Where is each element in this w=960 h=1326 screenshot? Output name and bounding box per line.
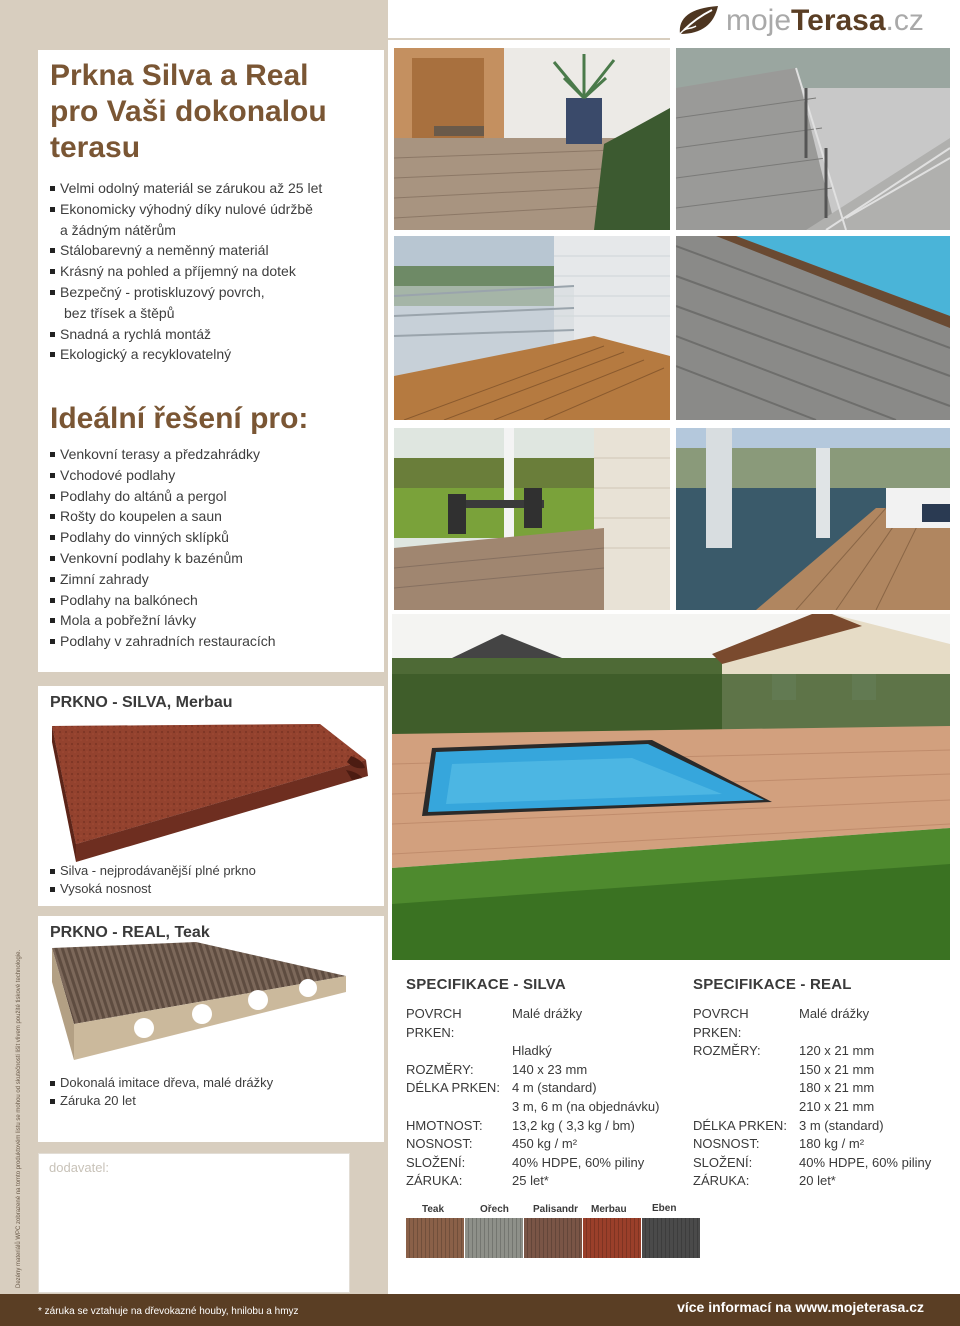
spec-row: ZÁRUKA: 20 let*	[693, 1173, 836, 1189]
title-line-2: pro Vaši dokonalou	[50, 95, 327, 128]
header-line	[388, 38, 670, 40]
spec-silva	[406, 976, 676, 1191]
spec-row: POVRCH PRKEN: Malé drážky	[406, 1006, 583, 1040]
silva-bullets	[50, 862, 370, 898]
spec-row: 210 x 21 mm	[799, 1098, 875, 1114]
benefit-item: Snadná a rychlá montáž	[50, 324, 380, 345]
spec-row: Hladký	[512, 1043, 552, 1059]
ideal-list	[50, 444, 380, 652]
swatch-label-eben: Eben	[652, 1203, 677, 1214]
spec-silva-title: SPECIFIKACE - SILVA	[406, 976, 566, 993]
spec-row: HMOTNOST: 13,2 kg ( 3,3 kg / bm)	[406, 1117, 635, 1133]
spec-row: DÉLKA PRKEN: 3 m (standard)	[693, 1117, 884, 1133]
more-info-link[interactable]: více informací na www.mojeterasa.cz	[677, 1299, 924, 1315]
benefits-list	[50, 178, 380, 365]
ideal-item: Rošty do koupelen a saun	[50, 506, 380, 527]
spec-row: POVRCH PRKEN: Malé drážky	[693, 1006, 870, 1040]
silva-product-card	[38, 686, 384, 906]
spec-row: 3 m, 6 m (na objednávku)	[512, 1098, 660, 1114]
spec-row: NOSNOST: 180 kg / m²	[693, 1136, 865, 1152]
swatch-label-teak: Teak	[422, 1204, 445, 1215]
pool-edge-deck-photo	[676, 236, 950, 420]
leaf-icon	[676, 4, 722, 38]
real-product-card	[38, 916, 384, 1142]
swatch-label-palisandr: Palisandr	[533, 1204, 579, 1215]
swatch-label-merbau: Merbau	[591, 1204, 627, 1215]
real-card-title: PRKNO - REAL, Teak	[50, 924, 210, 941]
ideal-item: Venkovní podlahy k bazénům	[50, 548, 380, 569]
ideal-item: Podlahy v zahradních restauracích	[50, 631, 380, 652]
swatch-merbau	[583, 1218, 641, 1258]
spec-row: NOSNOST: 450 kg / m²	[406, 1136, 578, 1152]
spec-row: ZÁRUKA: 25 let*	[406, 1173, 549, 1189]
patio-furniture-photo	[394, 428, 670, 610]
real-bullet: Záruka 20 let	[50, 1092, 370, 1110]
supplier-box	[38, 1153, 350, 1293]
spec-row: 150 x 21 mm	[799, 1061, 875, 1077]
swatch-orech	[465, 1218, 523, 1258]
disclaimer-vertical: Dezény materiálů WPC zobrazené na tomto produktovém listu se mohou od skutečnosti lišit vlivem použité tiskové technologie.	[16, 949, 22, 1288]
ideal-item: Mola a pobřežní lávky	[50, 610, 380, 631]
intro-block	[38, 50, 384, 672]
swatch-label-orech: Ořech	[480, 1204, 509, 1215]
ideal-item: Podlahy do vinných sklípků	[50, 527, 380, 548]
supplier-label: dodavatel:	[49, 1160, 109, 1175]
silva-bullet: Vysoká nosnost	[50, 880, 370, 898]
spec-row: DÉLKA PRKEN: 4 m (standard)	[406, 1080, 597, 1096]
ideal-item: Venkovní terasy a předzahrádky	[50, 444, 380, 465]
swatch-eben	[642, 1218, 700, 1258]
balcony-deck-photo	[394, 236, 670, 420]
ideal-heading: Ideální řešení pro:	[50, 402, 309, 435]
real-board-image	[46, 942, 378, 1072]
marina-pier-photo	[676, 428, 950, 610]
page-title	[50, 58, 380, 166]
ramp-deck-photo	[676, 48, 950, 230]
spec-row: 180 x 21 mm	[799, 1080, 875, 1096]
silva-bullet: Silva - nejprodávanější plné prkno	[50, 862, 370, 880]
title-line-3: terasu	[50, 131, 141, 164]
title-line-1: Prkna Silva a Real	[50, 59, 309, 92]
spec-row: SLOŽENÍ: 40% HDPE, 60% piliny	[693, 1154, 932, 1170]
silva-board-image	[46, 712, 378, 862]
benefit-item: Stálobarevný a neměnný materiál	[50, 240, 380, 261]
brand-logo	[676, 2, 946, 42]
benefit-item: Ekonomicky výhodný díky nulové údržbě a žádným nátěrům	[50, 199, 380, 241]
benefit-item: Krásný na pohled a příjemný na dotek	[50, 261, 380, 282]
ideal-item: Podlahy do altánů a pergol	[50, 486, 380, 507]
footer-bar	[0, 1294, 960, 1326]
ideal-item: Podlahy na balkónech	[50, 590, 380, 611]
swatch-teak	[406, 1218, 464, 1258]
benefit-item: Bezpečný - protiskluzový povrch, bez třísek a štěpů	[50, 282, 380, 324]
real-bullet: Dokonalá imitace dřeva, malé drážky	[50, 1074, 370, 1092]
spec-row: ROZMĚRY: 120 x 21 mm	[693, 1043, 875, 1059]
real-bullets	[50, 1074, 370, 1110]
swatch-palisandr	[524, 1218, 582, 1258]
spec-row: SLOŽENÍ: 40% HDPE, 60% piliny	[406, 1154, 645, 1170]
benefit-item: Ekologický a recyklovatelný	[50, 344, 380, 365]
spec-real-title: SPECIFIKACE - REAL	[693, 976, 852, 993]
ideal-item: Zimní zahrady	[50, 569, 380, 590]
spec-row: ROZMĚRY: 140 x 23 mm	[406, 1061, 588, 1077]
warranty-note: * záruka se vztahuje na dřevokazné houby, hnilobu a hmyz	[38, 1306, 299, 1317]
pool-garden-photo	[392, 614, 950, 960]
spec-real	[693, 976, 953, 1191]
silva-card-title: PRKNO - SILVA, Merbau	[50, 694, 233, 711]
benefit-item: Velmi odolný materiál se zárukou až 25 let	[50, 178, 380, 199]
entrance-deck-photo	[394, 48, 670, 230]
logo-text: mojeTerasa.cz	[726, 4, 924, 37]
ideal-item: Vchodové podlahy	[50, 465, 380, 486]
